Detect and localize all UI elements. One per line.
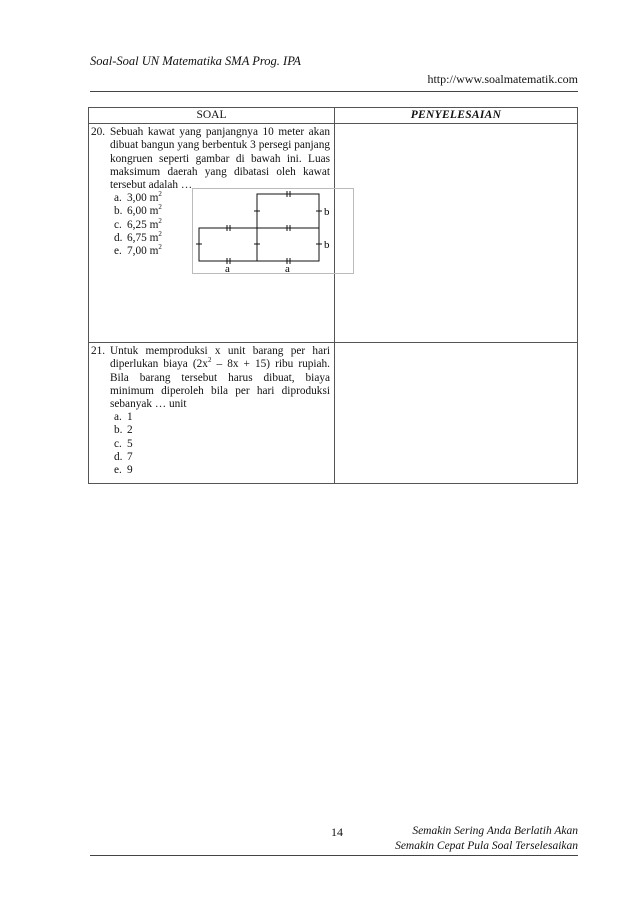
footer-motto-line-1: Semakin Sering Anda Berlatih Akan [412, 825, 578, 837]
header-divider [90, 91, 578, 92]
label-a-right: a [285, 263, 290, 274]
question-row-21 [89, 343, 578, 484]
answer-option[interactable]: e. 9 [114, 464, 133, 477]
rectangles-figure [192, 188, 354, 274]
question-cell-21 [89, 343, 335, 484]
footer-motto-line-2: Semakin Cepat Pula Soal Terselesaikan [395, 840, 578, 852]
question-row-20 [89, 124, 578, 343]
three-rectangles-diagram [193, 189, 353, 273]
footer-divider [90, 855, 578, 856]
solution-cell-20[interactable] [335, 124, 578, 343]
question-text-21: Untuk memproduksi x unit barang per hari diperlukan biaya $(2x^2 - 8x + 15)$ ribu rupiah. Bila barang tersebut harus dibuat, biaya minimum diperoleh bila per hari diproduksi sebanyak … unit [110, 345, 330, 411]
question-table [88, 107, 578, 484]
column-header-soal: SOAL [89, 108, 335, 124]
question-text-20: Sebuah kawat yang panjangnya 10 meter akan dibuat bangun yang berbentuk 3 persegi panjang kongruen seperti gambar di bawah ini. Luas maksimum daerah yang dibatasi oleh kawat tersebut adalah … [110, 126, 330, 192]
question-cell-20 [89, 124, 335, 343]
answer-option[interactable]: d. 6,75 $m^2$ [114, 230, 162, 244]
column-header-penyelesaian: PENYELESAIAN [335, 108, 578, 124]
document-header-title: Soal-Soal UN Matematika SMA Prog. IPA [90, 54, 301, 68]
question-number-20: 20. [91, 126, 106, 139]
answer-option[interactable]: c. 5 [114, 437, 133, 450]
answer-option[interactable]: b. 2 [114, 424, 133, 437]
answer-option[interactable]: a. 1 [114, 411, 133, 424]
answer-option[interactable]: e. 7,00 $m^2$ [114, 243, 162, 258]
label-b-bottom: b [324, 239, 330, 252]
question-number-21: 21. [91, 345, 106, 358]
answer-option[interactable]: c. 6,25 $m^2$ [114, 216, 162, 231]
table-header-row [89, 108, 578, 124]
answer-option[interactable]: d. 7 [114, 450, 133, 463]
label-a-left: a [225, 263, 230, 274]
answer-option[interactable]: b. 6,00 $m^2$ [114, 203, 162, 218]
answer-options-21 [110, 411, 330, 477]
header-website-url[interactable]: http://www.soalmatematik.com [427, 72, 578, 86]
page-number: 14 [331, 825, 343, 839]
label-b-top: b [324, 206, 330, 219]
answer-option[interactable]: a. 3,00 $m^2$ [114, 190, 162, 205]
solution-cell-21[interactable] [335, 343, 578, 484]
